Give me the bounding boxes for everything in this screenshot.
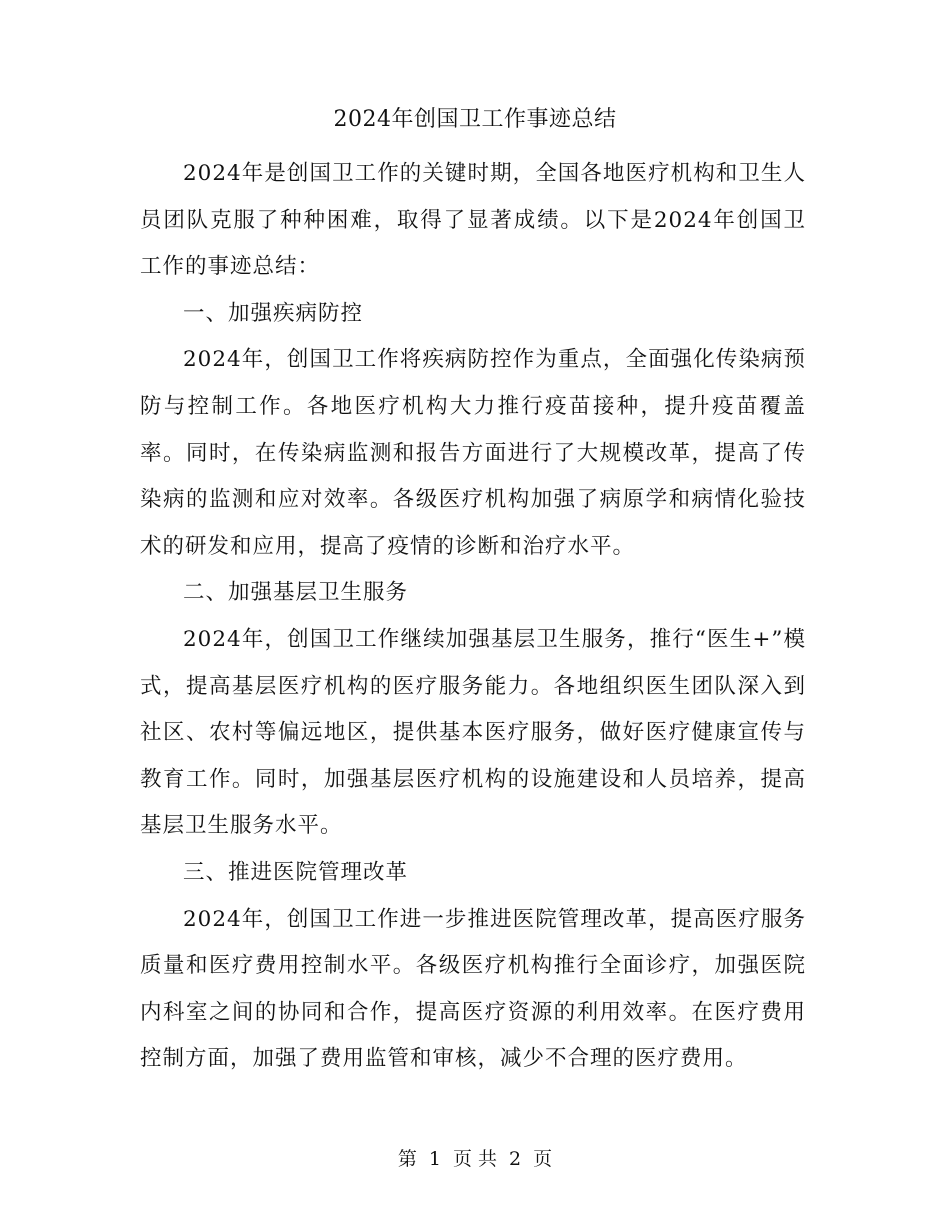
section-paragraph-3: 2024年，创国卫工作进一步推进医院管理改革，提高医疗服务质量和医疗费用控制水平。各级医疗机构推行全面诊疗，加强医院内科室之间的协同和合作，提高医疗资源的利用效率。在医疗费用控制方面，加强了费用监管和审核，减少不合理的医疗费用。 — [140, 906, 806, 1072]
document-title: 2024年创国卫工作事迹总结 — [333, 107, 617, 132]
section-paragraph-1: 2024年，创国卫工作将疾病防控作为重点，全面强化传染病预防与控制工作。各地医疗机构大力推行疫苗接种，提升疫苗覆盖率。同时，在传染病监测和报告方面进行了大规模改革，提高了传染病的监测和应对效率。各级医疗机构加强了病原学和病情化验技术的研发和应用，提高了疫情的诊断和治疗水平。 — [140, 347, 806, 559]
page-label-prefix: 第 — [397, 1148, 417, 1170]
intro-paragraph: 2024年是创国卫工作的关键时期，全国各地医疗机构和卫生人员团队克服了种种困难，取得了显著成绩。以下是2024年创国卫工作的事迹总结： — [140, 161, 806, 280]
section-heading-1: 一、加强疾病防控 — [183, 300, 364, 326]
page-footer — [0, 1145, 950, 1173]
section-paragraph-2: 2024年，创国卫工作继续加强基层卫生服务，推行“医生+”模式，提高基层医疗机构的医疗服务能力。各地组织医生团队深入到社区、农村等偏远地区，提供基本医疗服务，做好医疗健康宣传与教育工作。同时，加强基层医疗机构的设施建设和人员培养，提高基层卫生服务水平。 — [140, 626, 806, 839]
document-body — [140, 151, 806, 1083]
current-page-number: 1 — [428, 1148, 441, 1170]
total-pages-number: 2 — [509, 1148, 522, 1170]
section-heading-2: 二、加强基层卫生服务 — [183, 580, 409, 606]
section-heading-3: 三、推进医院管理改革 — [183, 859, 409, 885]
page-label-mid: 页 共 — [452, 1148, 498, 1170]
page-label-suffix: 页 — [533, 1148, 553, 1170]
